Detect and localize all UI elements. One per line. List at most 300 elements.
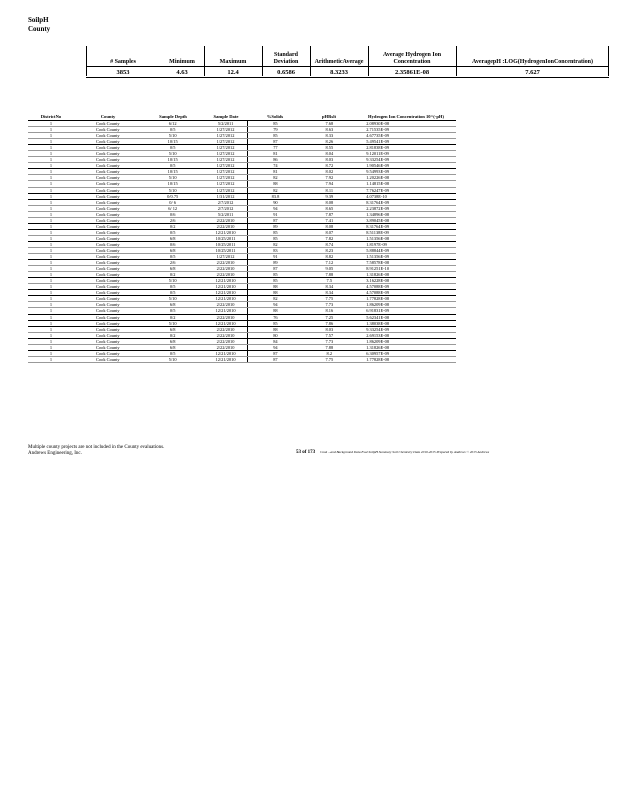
cell-hion: 9.12011E-09 [366,151,389,157]
cell-county: Cook County [96,157,120,163]
cell-date: 2/22/2010 [204,327,249,332]
cell-county: Cook County [96,284,120,290]
footer-note: Multiple county projects are not included in the County evaluations. [28,445,165,450]
cell-solids: 82 [273,187,278,193]
cell-date: 2/7/2012 [204,206,249,211]
cell-district: 1 [49,163,53,169]
cell-depth: 10/15 [167,139,178,145]
cell-solids: 88 [273,284,278,290]
cell-district: 1 [49,278,53,284]
cell-date: 2/22/2010 [204,224,249,229]
cell-district: 1 [49,235,53,241]
cell-solids: 94 [273,344,278,350]
cell-district: 1 [49,241,53,247]
cell-hion: 8.51138E-09 [366,229,389,235]
cell-ph: 8.08 [325,223,334,229]
cell-depth: 5/10 [168,356,177,362]
cell-county: Cook County [96,344,120,350]
cell-depth: 5/10 [168,296,177,302]
cell-hion: 5.49541E-09 [366,139,390,145]
cell-date: 10/25/2011 [204,242,249,247]
cell-date: 1/27/2012 [204,169,249,174]
cell-county: Cook County [96,260,120,266]
cell-depth: 0/5 [169,308,176,314]
data-table [28,102,456,363]
cell-depth: 6/8 [169,344,176,350]
cell-hion: 1.20226E-08 [366,175,390,181]
cell-district: 1 [49,229,53,235]
cell-depth: 0/5 [169,127,176,133]
cell-ph: 7.94 [325,181,334,187]
cell-hion: 2.08930E-08 [366,121,390,126]
cell-district: 1 [49,181,53,187]
cell-hion: 1.77828E-08 [366,296,390,302]
cell-county: Cook County [96,235,120,241]
cell-district: 1 [49,175,53,181]
cell-hion: 8.31764E-09 [366,223,390,229]
table-row [28,357,456,363]
cell-district: 1 [49,217,53,223]
cell-solids: 85 [273,320,278,326]
cell-county: Cook County [96,272,120,278]
cell-solids: 90 [273,199,278,205]
cell-ph: 8.72 [325,163,334,169]
cell-district: 1 [49,290,53,296]
cell-depth: 5/10 [168,133,177,139]
cell-date: 1/27/2012 [204,151,249,156]
cell-ph: 8.65 [325,205,334,211]
cell-county: Cook County [96,296,120,302]
title-line-2: County [28,25,51,33]
cell-solids: 82 [273,241,278,247]
cell-date: 10/25/2011 [204,248,249,253]
cell-county: Cook County [96,229,120,235]
cell-ph: 7.73 [325,338,334,344]
cell-district: 1 [49,356,53,362]
cell-ph: 7.88 [325,272,334,278]
cell-district: 1 [49,205,53,211]
col-date: Sample Date [213,114,239,119]
cell-ph: 8.63 [325,127,334,133]
cell-county: Cook County [96,350,120,356]
footer-path: Cook ...and Background Data Eval SoilpH Summary Soil Chemistry Data 2010-2015 Prepared by Andrews © 2015 Andrews [320,450,490,454]
cell-hion: 3.16228E-08 [366,278,390,284]
cell-ph: 8.55 [325,145,334,151]
cell-hion: 1.38038E-08 [366,320,390,326]
cell-county: Cook County [96,278,120,284]
cell-solids: 91 [273,254,278,260]
cell-ph: 7.12 [325,260,334,266]
cell-ph: 8.02 [325,169,334,175]
cell-date: 10/25/2011 [204,236,249,241]
cell-ph: 8.33 [325,133,334,139]
cell-date: 1/27/2012 [204,181,249,186]
cell-depth: 0/5 [169,254,176,260]
cell-district: 1 [49,211,53,217]
cell-depth: 0/5 [169,145,176,151]
cell-date: 1/31/2012 [204,194,249,199]
data-table-body [28,121,456,363]
cell-solids: 83.8 [271,193,280,199]
cell-county: Cook County [96,163,120,169]
cell-date: 12/21/2010 [204,278,249,283]
cell-solids: 76 [273,314,278,320]
cell-date: 2/22/2010 [204,315,249,320]
cell-date: 2/22/2010 [204,266,249,271]
summary-table [86,44,609,78]
cell-depth: 10/15 [167,181,178,187]
cell-ph: 8.34 [325,290,334,296]
cell-hion: 1.90546E-09 [366,163,390,169]
cell-date: 2/22/2010 [204,260,249,265]
cell-depth: 10/15 [167,169,178,175]
cell-date: 12/21/2010 [204,308,249,313]
cell-district: 1 [49,133,53,139]
cell-county: Cook County [96,181,120,187]
cell-hion: 5.62341E-08 [366,314,390,320]
cell-date: 1/27/2012 [204,145,249,150]
cell-hion: 1.31826E-08 [366,272,390,278]
cell-hion: 6.30957E-09 [366,350,390,356]
cell-district: 1 [49,296,53,302]
cell-hion: 1.14815E-08 [366,181,390,187]
cell-hion: 2.71535E-09 [366,127,390,133]
cell-district: 1 [49,272,53,278]
cell-ph: 8.74 [325,241,334,247]
summary-header-arith: ArithmeticAverage [314,59,364,65]
cell-date: 1/27/2012 [204,175,249,180]
cell-county: Cook County [96,326,120,332]
cell-depth: 6/8 [169,326,176,332]
cell-county: Cook County [96,127,120,133]
cell-hion: 4.67735E-09 [366,133,390,139]
cell-hion: 4.57088E-09 [366,290,390,296]
cell-ph: 8.2 [326,350,333,356]
cell-district: 1 [49,314,53,320]
cell-ph: 7.86 [325,320,334,326]
cell-depth: 0/2 [169,223,176,229]
cell-district: 1 [49,127,53,133]
cell-district: 1 [49,254,53,260]
cell-depth: 5/10 [168,175,177,181]
cell-date: 1/27/2012 [204,139,249,144]
cell-county: Cook County [96,302,120,308]
cell-depth: 6/12 [168,121,177,126]
summary-divider [310,46,311,76]
cell-hion: 9.54993E-09 [366,169,390,175]
cell-county: Cook County [96,266,120,272]
cell-hion: 8.91251E-10 [366,266,390,272]
cell-hion: 9.33254E-09 [366,326,390,332]
cell-county: Cook County [96,308,120,314]
cell-district: 1 [49,193,53,199]
summary-header [86,44,609,66]
cell-depth: 2/6 [169,217,176,223]
cell-solids: 85 [273,272,278,278]
cell-date: 2/22/2010 [204,339,249,344]
cell-solids: 88 [273,326,278,332]
cell-depth: 0/5 [169,229,176,235]
summary-header-samples: # Samples [110,59,136,65]
cell-ph: 9.05 [325,266,334,272]
cell-hion: 9.33254E-09 [366,157,390,163]
cell-county: Cook County [96,121,120,126]
cell-county: Cook County [96,169,120,175]
cell-date: 1/27/2012 [204,188,249,193]
cell-ph: 8.03 [325,326,334,332]
cell-district: 1 [49,121,53,126]
summary-header-hion: Average Hydrogen Ion Concentration [382,52,442,65]
cell-depth: 6/8 [169,302,176,308]
cell-hion: 4.0738E-10 [366,193,387,199]
cell-date: 12/21/2010 [204,351,249,356]
cell-solids: 88 [273,181,278,187]
cell-ph: 8.16 [325,308,334,314]
cell-solids: 85 [273,235,278,241]
cell-solids: 89 [273,260,278,266]
cell-district: 1 [49,157,53,163]
cell-solids: 85 [273,278,278,284]
cell-district: 1 [49,344,53,350]
cell-depth: 0/ 6 [169,199,177,205]
cell-solids: 87 [273,356,278,362]
cell-district: 1 [49,284,53,290]
cell-hion: 6.91831E-09 [366,308,390,314]
cell-depth: 0/5 [169,290,176,296]
cell-hion: 1.31826E-08 [366,344,390,350]
cell-hion: 4.57088E-09 [366,284,390,290]
cell-depth: 0/6 [169,241,176,247]
summary-value-arith: 8.3233 [330,68,348,76]
cell-date: 12/21/2010 [204,357,249,362]
summary-header-min: Minimum [169,59,195,65]
cell-district: 1 [49,308,53,314]
cell-depth: 0/2 [169,332,176,338]
cell-county: Cook County [96,290,120,296]
cell-county: Cook County [96,145,120,151]
cell-ph: 7.75 [325,296,334,302]
cell-depth: 2/6 [169,260,176,266]
cell-ph: 7.41 [325,217,334,223]
cell-date: 12/21/2010 [204,321,249,326]
cell-ph: 7.75 [325,356,334,362]
summary-value-samples: 3853 [116,68,130,76]
cell-district: 1 [49,350,53,356]
summary-header-avgph: AveragepH :LOG(HydrogenIonConcentration) [472,59,593,65]
cell-date: 1/27/2012 [204,163,249,168]
cell-district: 1 [49,139,53,145]
cell-hion: 1.86209E-08 [366,302,390,308]
cell-county: Cook County [96,133,120,139]
cell-ph: 7.82 [325,235,334,241]
cell-district: 1 [49,169,53,175]
cell-solids: 88 [273,290,278,296]
cell-date: 12/21/2010 [204,230,249,235]
title-line-1: SoilpH [28,16,49,24]
col-district: DistrictNo [40,114,62,119]
cell-depth: 0/5 [169,284,176,290]
cell-district: 1 [49,151,53,157]
cell-county: Cook County [96,151,120,157]
cell-county: Cook County [96,139,120,145]
cell-solids: 94 [273,302,278,308]
cell-solids: 77 [273,145,278,151]
summary-value-stddev: 0.6586 [277,68,295,76]
cell-solids: 94 [273,205,278,211]
cell-hion: 2.69153E-08 [366,332,390,338]
col-hion: Hydrogen Ion Concentration 10^(-pH) [368,114,444,119]
cell-hion: 1.86209E-08 [366,338,390,344]
cell-ph: 7.73 [325,302,334,308]
cell-county: Cook County [96,332,120,338]
summary-values [86,66,609,78]
cell-county: Cook County [96,338,120,344]
cell-hion: 3.89045E-08 [366,217,390,223]
cell-depth: 5/10 [168,278,177,284]
cell-county: Cook County [96,223,120,229]
cell-date: 5/2/2011 [204,212,249,217]
col-depth: Sample Depth [159,114,187,119]
summary-value-min: 4.63 [176,68,188,76]
cell-hion: 2.81838E-09 [366,145,390,151]
cell-solids: 87 [273,350,278,356]
cell-district: 1 [49,247,53,253]
cell-hion: 1.8197E-09 [366,241,387,247]
cell-solids: 86 [273,157,278,163]
cell-solids: 87 [273,217,278,223]
data-table-header [28,102,456,121]
col-county: County [100,114,116,119]
cell-hion: 1.51356E-09 [366,254,390,260]
cell-solids: 82 [273,296,278,302]
cell-district: 1 [49,145,53,151]
cell-solids: 83 [273,247,278,253]
cell-hion: 1.34896E-08 [366,211,390,217]
cell-depth: 6/8 [169,247,176,253]
cell-ph: 7.5 [326,278,333,284]
cell-date: 12/21/2010 [204,296,249,301]
cell-solids: 81 [273,151,278,157]
cell-county: Cook County [96,241,120,247]
cell-solids: 85 [273,229,278,235]
col-ph: pHRslt [321,114,337,119]
cell-depth: 0/6 [169,211,176,217]
cell-county: Cook County [96,314,120,320]
cell-solids: 79 [273,127,278,133]
cell-hion: 7.76247E-09 [366,187,390,193]
cell-county: Cook County [96,247,120,253]
cell-date: 2/22/2010 [204,302,249,307]
cell-ph: 8.82 [325,254,334,260]
cell-solids: 82 [273,175,278,181]
cell-hion: 7.58578E-08 [366,260,390,266]
cell-ph: 8.11 [325,187,334,193]
cell-ph: 8.07 [325,229,334,235]
cell-county: Cook County [96,205,120,211]
cell-county: Cook County [96,254,120,260]
summary-divider [262,46,263,76]
summary-value-hion: 2.35861E-08 [394,68,430,76]
cell-ph: 8.23 [325,247,334,253]
report-title [28,16,50,34]
cell-district: 1 [49,332,53,338]
cell-district: 1 [49,199,53,205]
cell-ph: 8.26 [325,139,334,145]
cell-depth: 6/8 [169,266,176,272]
cell-date: 12/21/2010 [204,284,249,289]
cell-ph: 8.03 [325,157,334,163]
cell-date: 2/7/2012 [204,200,249,205]
cell-solids: 87 [273,266,278,272]
cell-depth: 0/2 [169,314,176,320]
cell-district: 1 [49,223,53,229]
cell-depth: 5/10 [168,151,177,157]
summary-divider [86,46,87,76]
cell-solids: 88 [273,308,278,314]
cell-date: 5/2/2011 [204,121,249,126]
page-number: 53 of 173 [296,450,316,455]
cell-district: 1 [49,320,53,326]
cell-date: 1/27/2012 [204,127,249,132]
cell-district: 1 [49,260,53,266]
cell-depth: 0/2 [169,272,176,278]
cell-solids: 87 [273,139,278,145]
cell-solids: 89 [273,223,278,229]
cell-ph: 7.92 [325,175,334,181]
cell-district: 1 [49,187,53,193]
cell-depth: 0/5 [169,163,176,169]
cell-depth: 0/5 [169,350,176,356]
cell-solids: 85 [273,121,278,126]
cell-hion: 1.51356E-08 [366,235,390,241]
cell-ph: 7.88 [325,344,334,350]
summary-header-max: Maximum [219,59,247,65]
cell-ph: 7.87 [325,211,334,217]
cell-county: Cook County [96,199,120,205]
summary-divider [456,46,457,76]
cell-hion: 1.77828E-08 [366,356,390,362]
summary-divider [368,46,369,76]
cell-hion: 8.31764E-09 [366,199,390,205]
cell-solids: 74 [273,163,278,169]
summary-divider [204,46,205,76]
summary-header-stddev: Standard Deviation [273,52,299,65]
cell-ph: 8.04 [325,151,334,157]
cell-depth: 5/10 [168,187,177,193]
cell-depth: 6/8 [169,338,176,344]
cell-date: 12/21/2010 [204,290,249,295]
cell-solids: 85 [273,133,278,139]
cell-ph: 9.39 [325,193,334,199]
cell-date: 2/22/2010 [204,272,249,277]
cell-date: 2/22/2010 [204,345,249,350]
footer-company: Andrews Engineering, Inc. [28,451,82,456]
cell-date: 2/22/2010 [204,218,249,223]
cell-district: 1 [49,302,53,308]
cell-county: Cook County [96,211,120,217]
cell-district: 1 [49,326,53,332]
cell-depth: 5/10 [168,320,177,326]
col-solids: %Solids [266,114,284,119]
cell-solids: 91 [273,211,278,217]
cell-county: Cook County [96,356,120,362]
cell-date: 2/22/2010 [204,333,249,338]
cell-depth: 6/ 12 [168,205,178,211]
cell-depth: 10/15 [167,157,178,163]
cell-county: Cook County [96,193,120,199]
cell-solids: 81 [273,169,278,175]
cell-district: 1 [49,266,53,272]
